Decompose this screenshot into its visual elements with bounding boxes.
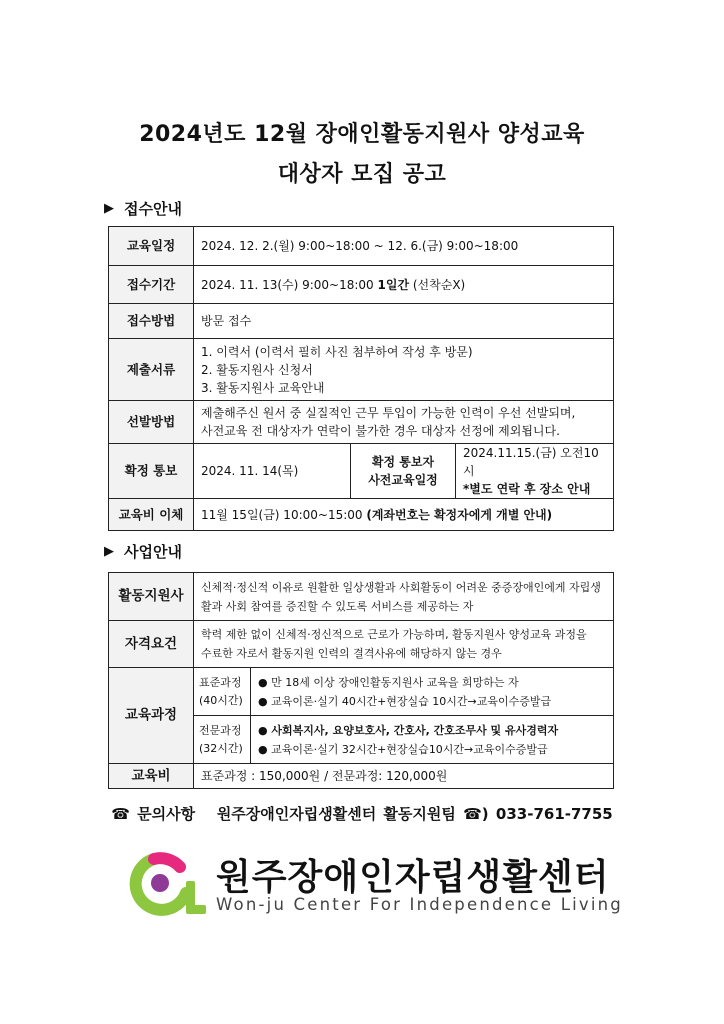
phone-icon: ☎ — [111, 805, 130, 823]
table-row-method — [109, 304, 614, 339]
label-assistant: 활동지원사 — [109, 573, 194, 621]
table-row-documents — [109, 339, 614, 401]
table-row-transfer — [109, 499, 614, 531]
logo-base — [186, 905, 206, 914]
label-notice-mid: 확정 통보자 사전교육일정 — [351, 444, 456, 499]
course-standard-detail: ● 만 18세 이상 장애인활동지원사 교육을 희망하는 자 ● 교육이론·실기 40시간+현장실습 10시간→교육이수증발급 — [251, 668, 614, 716]
label-notice: 확정 통보 — [109, 444, 194, 499]
logo-dot — [151, 874, 169, 892]
table-row-assistant — [109, 573, 614, 621]
contact-number: 033-761-7755 — [495, 805, 613, 823]
table-row-course-standard — [109, 668, 614, 716]
label-qualification: 자격요건 — [109, 621, 194, 668]
table-row-qualification — [109, 621, 614, 668]
label-fee: 교육비 — [109, 764, 194, 789]
value-transfer: 11월 15일(금) 10:00~15:00 (계좌번호는 확정자에게 개별 안내) — [194, 499, 614, 531]
label-documents: 제출서류 — [109, 339, 194, 401]
page-title-line1: 2024년도 12월 장애인활동지원사 양성교육 — [139, 122, 585, 147]
value-period: 2024. 11. 13(수) 9:00~18:00 1일간 (선착순X) — [194, 266, 614, 304]
course-expert-name: 전문과정 (32시간) — [194, 716, 251, 764]
reception-table — [108, 226, 614, 531]
contact-label: 문의사항 — [137, 805, 196, 823]
value-schedule: 2024. 12. 2.(월) 9:00~18:00 ~ 12. 6.(금) 9:00~18:00 — [194, 227, 614, 266]
value-documents — [194, 339, 614, 401]
label-period: 접수기간 — [109, 266, 194, 304]
value-notice-pre-edu: 2024.11.15.(금) 오전10시 *별도 연락 후 장소 안내 — [456, 444, 614, 499]
value-method: 방문 접수 — [194, 304, 614, 339]
section-heading-business-text: 사업안내 — [124, 543, 182, 561]
page-title-line2: 대상자 모집 공고 — [277, 162, 447, 187]
value-fee: 표준과정 : 150,000원 / 전문과정: 120,000원 — [194, 764, 614, 789]
label-method: 접수방법 — [109, 304, 194, 339]
table-row-fee — [109, 764, 614, 789]
label-transfer: 교육비 이체 — [109, 499, 194, 531]
logo-mark-icon — [128, 847, 210, 921]
organization-logo — [128, 847, 623, 921]
logo-ring-pink — [154, 858, 180, 867]
label-selection: 선발방법 — [109, 401, 194, 444]
logo-name-en: Won-ju Center For Independence Living — [216, 895, 623, 914]
table-row-notice — [109, 444, 614, 499]
table-row-period — [109, 266, 614, 304]
course-expert-detail: ● 사회복지사, 요양보호사, 간호사, 간호조무사 및 유사경력자 ● 교육이론·실기 32시간+현장실습10시간→교육이수증발급 — [251, 716, 614, 764]
value-assistant: 신체적·정신적 이유로 원활한 일상생활과 사회활동이 어려운 중증장애인에게 자립생 활과 사회 참여를 증진할 수 있도록 서비스를 제공하는 자 — [194, 573, 614, 621]
contact-line — [0, 803, 724, 824]
section-heading-business — [104, 541, 182, 562]
phone-icon-2: ☎) — [463, 805, 489, 823]
section-heading-reception — [104, 198, 182, 219]
value-notice-date: 2024. 11. 14(목) — [194, 444, 351, 499]
document-item-2: 2. 활동지원사 신청서 — [201, 362, 313, 377]
table-row-schedule — [109, 227, 614, 266]
document-item-1: 1. 이력서 (이력서 필히 사진 첨부하여 작성 후 방문) — [201, 344, 473, 359]
course-standard-name: 표준과정 (40시간) — [194, 668, 251, 716]
triangle-bullet-icon: ▶ — [104, 544, 114, 559]
table-row-selection — [109, 401, 614, 444]
logo-name-ko: 원주장애인자립생활센터 — [216, 857, 610, 898]
contact-org: 원주장애인자립생활센터 활동지원팀 — [216, 805, 456, 823]
value-qualification: 학력 제한 없이 신체적·정신적으로 근로가 가능하며, 활동지원사 양성교육 과정을 수료한 자로서 활동지원 인력의 결격사유에 해당하지 않는 경우 — [194, 621, 614, 668]
section-heading-reception-text: 접수안내 — [124, 200, 182, 218]
business-table — [108, 572, 614, 789]
triangle-bullet-icon: ▶ — [104, 201, 114, 216]
label-course: 교육과정 — [109, 668, 194, 764]
label-schedule: 교육일정 — [109, 227, 194, 266]
document-item-3: 3. 활동지원사 교육안내 — [201, 380, 325, 395]
value-selection: 제출해주신 원서 중 실질적인 근무 투입이 가능한 인력이 우선 선발되며, 사전교육 전 대상자가 연락이 불가한 경우 대상자 선정에 제외됩니다. — [194, 401, 614, 444]
